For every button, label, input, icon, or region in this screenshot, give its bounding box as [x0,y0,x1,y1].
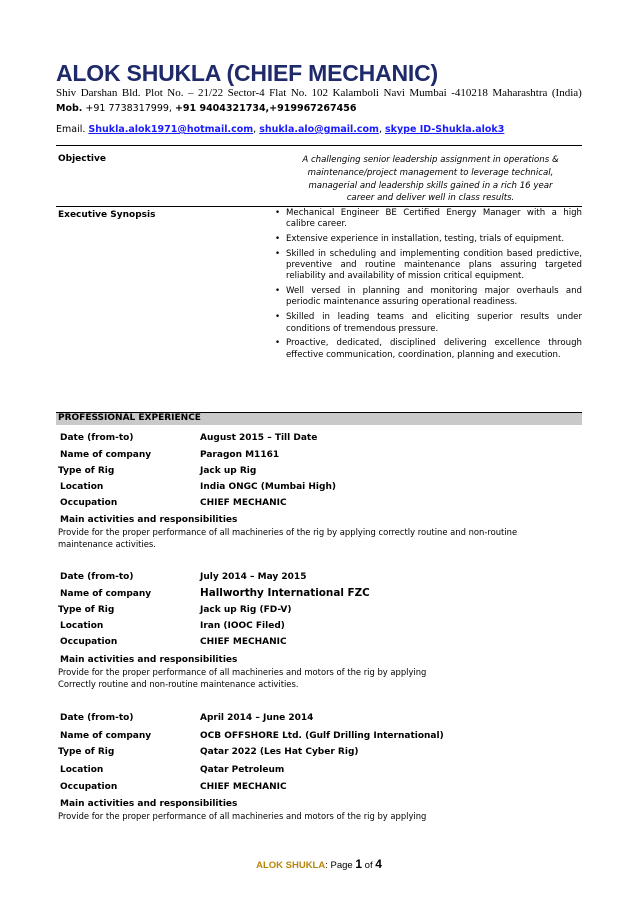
address-word: (India) [551,87,582,99]
separator: , [378,124,385,135]
location-label: Location [60,482,104,492]
occupation-label: Occupation [60,782,118,792]
objective-line: maintenance/project management to leverage technical, [307,167,554,178]
description-line: maintenance activities. [58,538,156,549]
occupation-label: Occupation [60,498,118,508]
professional-experience-header [56,412,582,425]
current-page-number: 1 [355,857,363,871]
separator: , [253,124,260,135]
location-label: Location [60,621,104,631]
rig-label: Type of Rig [58,605,115,615]
footer-page-word: Page [330,860,356,871]
objective-label: Objective [58,154,106,164]
email-link-gmail[interactable]: shukla.alo@gmail.com [259,124,379,135]
page-footer [0,857,638,871]
job-rig: Qatar 2022 (Les Hat Cyber Rig) [200,747,359,757]
synopsis-bullet: • Mechanical Engineer BE Certified Energy Manager with a high calibre career. [274,208,582,230]
job-date: August 2015 – Till Date [200,433,318,443]
address-word: Sector-4 [227,87,265,99]
job-company: Paragon M1161 [200,450,280,460]
email-line [56,124,504,135]
rig-label: Type of Rig [58,466,115,476]
description-line: Correctly routine and non-routine maintenance activities. [58,678,299,689]
address-word: Shiv [56,87,77,99]
address-word: No. [167,87,184,99]
divider [56,206,582,207]
description-line: Provide for the proper performance of all machineries and motors of the rig by applying [58,667,427,677]
synopsis-bullet-list [274,208,582,365]
address-word: Bld. [121,87,141,99]
footer-name: ALOK SHUKLA [256,860,326,871]
mobile-number-secondary: +91 9404321734,+919967267456 [174,103,357,114]
job-occupation: CHIEF MECHANIC [200,498,287,508]
job-occupation: CHIEF MECHANIC [200,637,287,647]
address-line [56,87,582,99]
job-rig: Jack up Rig [200,466,257,476]
address-word: Mumbai [409,87,447,99]
rig-label: Type of Rig [58,747,115,757]
address-word: Kalamboli [332,87,379,99]
address-word: -410218 [451,87,488,99]
candidate-name: ALOK SHUKLA (CHIEF MECHANIC) [56,60,438,86]
email-label: Email. [56,124,89,135]
date-label: Date (from-to) [60,713,134,723]
mobile-number-primary: +91 7738317999, [82,103,175,114]
synopsis-bullet: • Proactive, dedicated, disciplined delivering excellence through effective communication, coordination, planning and execution. [274,338,582,360]
activities-label: Main activities and responsibilities [60,655,238,665]
job-date: July 2014 – May 2015 [200,572,307,582]
job-company: OCB OFFSHORE Ltd. (Gulf Drilling International) [200,731,444,741]
footer-of-word: of [362,860,376,871]
footer-colon: : [325,860,331,871]
description-line: Provide for the proper performance of all machineries and motors of the rig by applying [58,811,427,821]
date-label: Date (from-to) [60,572,134,582]
email-link-hotmail[interactable]: Shukla.alok1971@hotmail.com [88,124,254,135]
company-label: Name of company [60,589,152,599]
date-label: Date (from-to) [60,433,134,443]
job-description [58,527,582,550]
address-word: Darshan [80,87,118,99]
synopsis-bullet: • Well versed in planning and monitoring major overhauls and periodic maintenance assuring operational readiness. [274,286,582,308]
address-word: Maharashtra [492,87,548,99]
job-company: Hallworthy International FZC [200,587,370,599]
description-line: Provide for the proper performance of all machineries of the rig by applying correctly routine and non-routine [58,527,518,537]
company-label: Name of company [60,450,152,460]
activities-label: Main activities and responsibilities [60,799,238,809]
occupation-label: Occupation [60,637,118,647]
job-date: April 2014 – June 2014 [200,713,314,723]
job-rig: Jack up Rig (FD-V) [200,605,292,615]
objective-line: A challenging senior leadership assignment in operations & [302,155,559,165]
mobile-line [56,103,356,114]
address-word: 21/22 [198,87,224,99]
job-description [58,667,582,690]
company-label: Name of company [60,731,152,741]
address-word: – [188,87,194,99]
activities-label: Main activities and responsibilities [60,515,238,525]
job-location: Iran (IOOC Filed) [200,621,285,631]
skype-id-link[interactable]: skype ID-Shukla.alok3 [385,124,505,135]
address-word: Flat [269,87,287,99]
job-occupation: CHIEF MECHANIC [200,782,287,792]
objective-line: career and deliver well in class results. [346,193,515,204]
job-description [58,811,582,823]
location-label: Location [60,765,104,775]
divider [56,145,582,146]
mobile-label: Mob. [56,103,83,114]
address-word: Plot [145,87,163,99]
address-word: 102 [311,87,329,99]
address-word: Navi [383,87,405,99]
synopsis-bullet: • Extensive experience in installation, testing, trials of equipment. [274,234,582,245]
total-page-count: 4 [375,857,382,871]
job-location: India ONGC (Mumbai High) [200,482,336,492]
objective-text [278,154,583,205]
job-location: Qatar Petroleum [200,765,285,775]
address-word: No. [290,87,308,99]
synopsis-bullet: • Skilled in scheduling and implementing condition based predictive, preventive and routine maintenance plans assuring targeted reliability and availability of mission critical equipment. [274,249,582,283]
executive-synopsis-label: Executive Synopsis [58,210,156,220]
objective-line: managerial and leadership skills gained in a rich 16 year [308,180,553,191]
synopsis-bullet: • Skilled in leading teams and eliciting superior results under conditions of tremendous pressure. [274,312,582,334]
section-title: PROFESSIONAL EXPERIENCE [58,413,201,423]
